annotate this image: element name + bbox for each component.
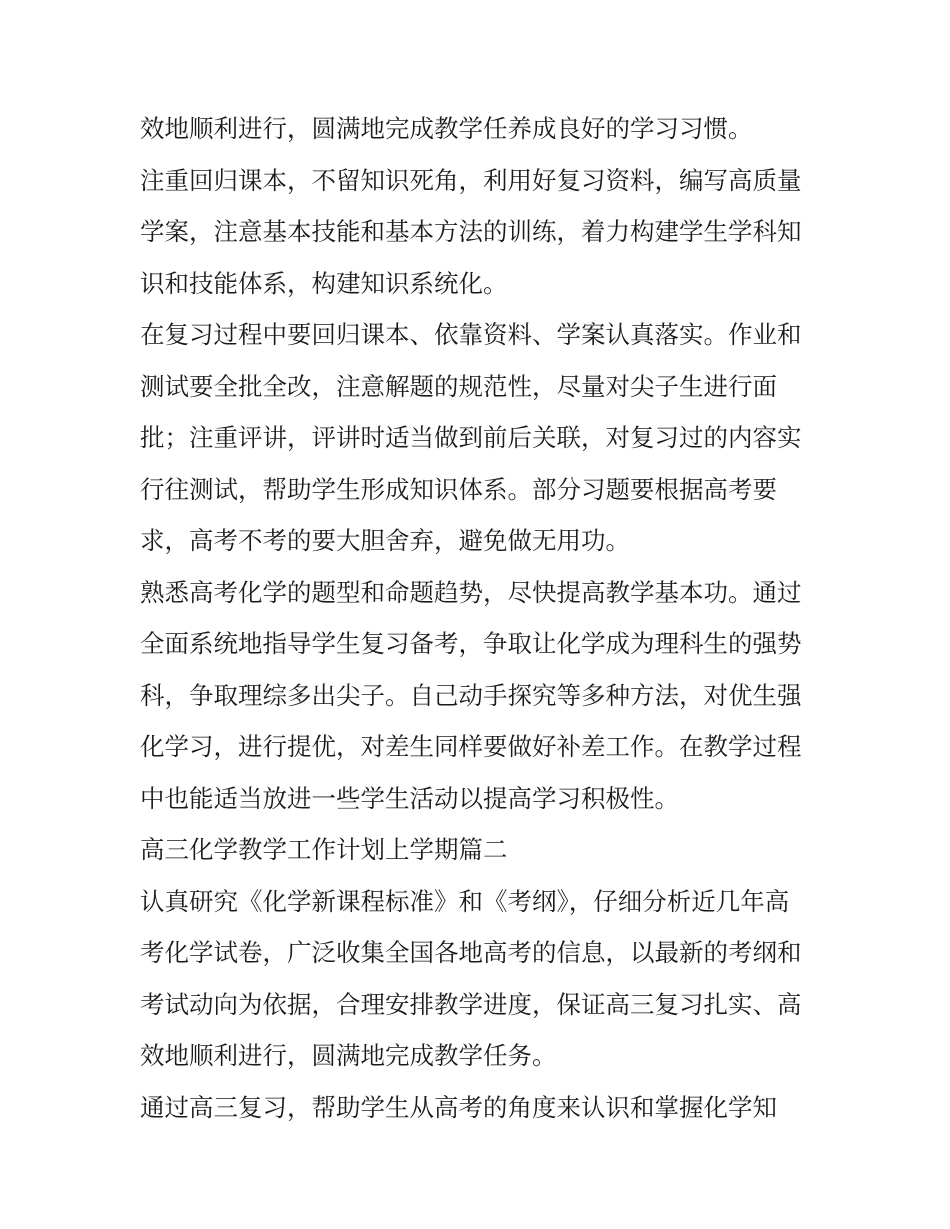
text-line: 效地顺利进行，圆满地完成教学任养成良好的学习习惯。 [140, 114, 753, 143]
text-line: 行往测试，帮助学生形成知识体系。部分习题要根据高考要 [140, 474, 777, 504]
text-line: 注重回归课本，不留知识死角，利用好复习资料，编写高质量 [140, 165, 802, 195]
text-line: 求，高考不考的要大胆舍弃，避免做无用功。 [140, 526, 630, 555]
text-line: 学案，注意基本技能和基本方法的训练，着力构建学生学科知 [140, 217, 802, 246]
section-heading: 高三化学教学工作计划上学期篇二 [140, 835, 508, 864]
text-line: 熟悉高考化学的题型和命题趋势，尽快提高教学基本功。通过 [140, 577, 802, 607]
text-line: 在复习过程中要回归课本、依靠资料、学案认真落实。作业和 [140, 320, 802, 349]
text-line: 测试要全批全改，注意解题的规范性，尽量对尖子生进行面 [140, 371, 777, 401]
text-line: 化学习，进行提优，对差生同样要做好补差工作。在教学过程 [140, 732, 802, 761]
document-body [140, 103, 830, 1133]
text-line: 科，争取理综多出尖子。自己动手探究等多种方法，对优生强 [140, 680, 802, 710]
text-line: 效地顺利进行，圆满地完成教学任务。 [140, 1041, 557, 1070]
text-line: 通过高三复习，帮助学生从高考的角度来认识和掌握化学知 [140, 1092, 777, 1122]
text-line: 中也能适当放进一些学生活动以提高学习积极性。 [140, 783, 679, 813]
text-line: 批；注重评讲，评讲时适当做到前后关联，对复习过的内容实 [140, 423, 802, 452]
text-line: 识和技能体系，构建知识系统化。 [140, 268, 508, 298]
text-line: 考化学试卷，广泛收集全国各地高考的信息，以最新的考纲和 [140, 938, 802, 967]
text-line: 考试动向为依据，合理安排教学进度，保证高三复习扎实、高 [140, 989, 802, 1019]
text-line: 全面系统地指导学生复习备考，争取让化学成为理科生的强势 [140, 629, 802, 658]
text-line: 认真研究《化学新课程标准》和《考纲》，仔细分析近几年高 [140, 886, 790, 916]
